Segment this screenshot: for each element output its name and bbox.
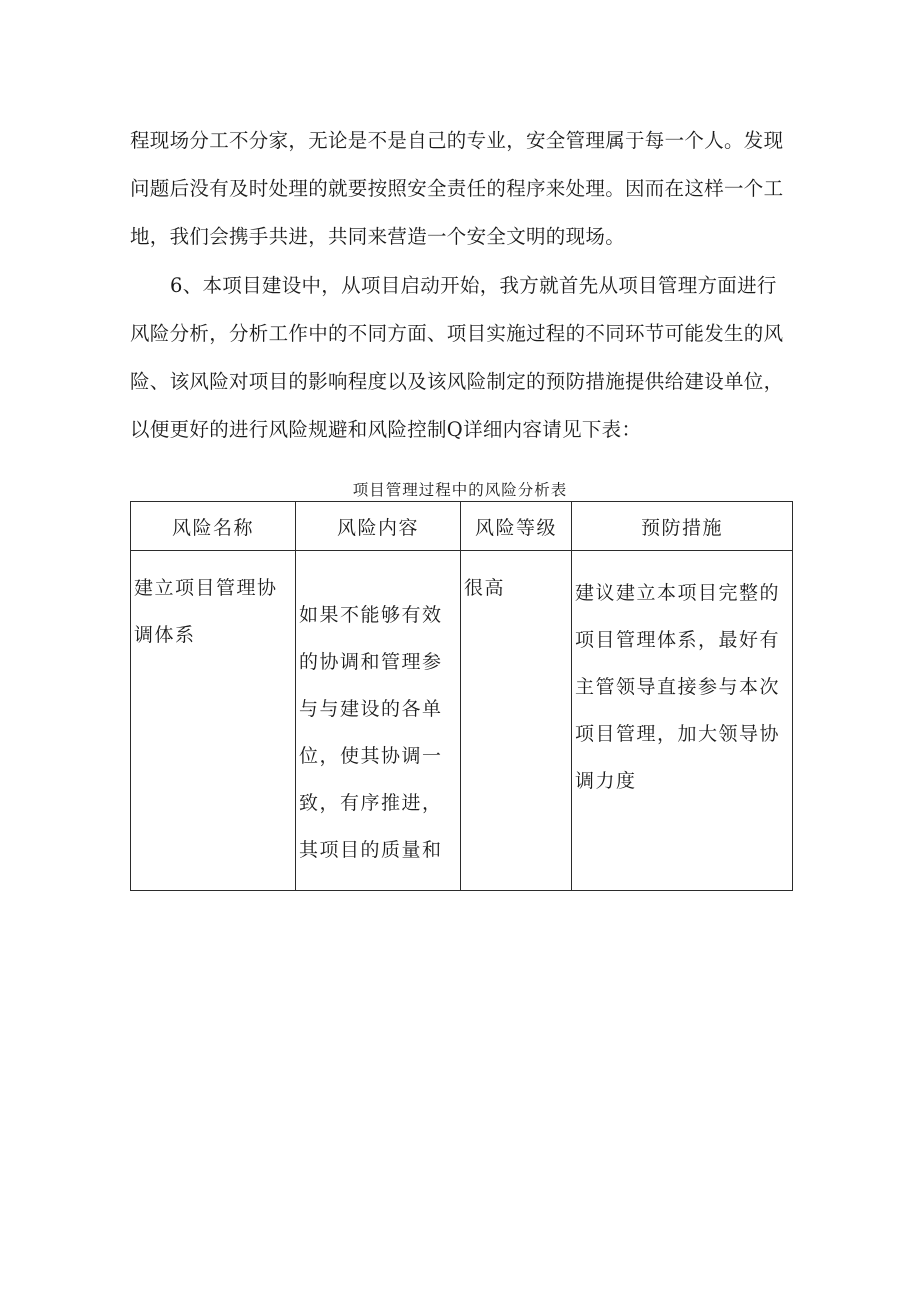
cell-preventive-measures — [572, 551, 793, 891]
risk-analysis-table — [130, 501, 793, 891]
text-line: 程现场分工不分家，无论是不是自己的专业，安全管理属于每一个人。发现 — [130, 129, 784, 152]
header-risk-level: 风险等级 — [461, 502, 572, 551]
risk-level-text: 很高 — [464, 577, 506, 599]
table-row — [131, 551, 793, 891]
cell-risk-name — [131, 551, 296, 891]
table-caption: 项目管理过程中的风险分析表 — [352, 481, 568, 499]
preventive-measures-text: 建议建立本项目完整的项目管理体系，最好有主管领导直接参与本次项目管理，加大领导协调力度 — [575, 582, 781, 792]
header-preventive-measures: 预防措施 — [572, 502, 793, 551]
text-line: 险、该风险对项目的影响程度以及该风险制定的预防措施提供给建设单位， — [130, 370, 784, 393]
cell-risk-content — [296, 551, 461, 891]
text-line: 风险分析，分析工作中的不同方面、项目实施过程的不同环节可能发生的风 — [130, 322, 784, 345]
header-risk-content: 风险内容 — [296, 502, 461, 551]
risk-content-text: 如果不能够有效的协调和管理参与与建设的各单位，使其协调一致，有序推进，其项目的质量和 — [299, 604, 443, 861]
header-risk-name: 风险名称 — [131, 502, 296, 551]
text-line: 6、本项目建设中，从项目启动开始，我方就首先从项目管理方面进行 — [170, 274, 777, 297]
text-line: 问题后没有及时处理的就要按照安全责任的程序来处理。因而在这样一个工 — [130, 177, 784, 200]
text-line: 地，我们会携手共进，共同来营造一个安全文明的现场。 — [130, 225, 626, 248]
cell-risk-level — [461, 551, 572, 891]
risk-name-text: 建立项目管理协调体系 — [134, 577, 278, 646]
paragraph-risk-analysis — [130, 262, 795, 454]
text-line: 以便更好的进行风险规避和风险控制Q详细内容请见下表： — [130, 418, 642, 441]
paragraph-safety-management — [130, 117, 795, 261]
table-header-row — [131, 502, 793, 551]
